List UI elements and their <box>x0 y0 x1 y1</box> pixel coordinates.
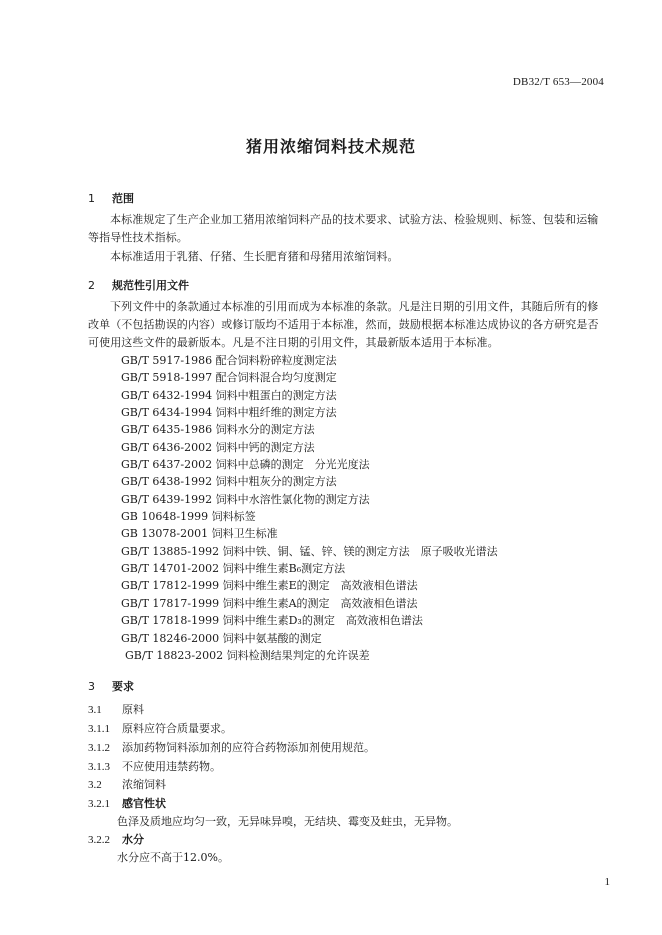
clause-title: 原料 <box>122 703 144 716</box>
clause-3-2-1 <box>88 795 166 811</box>
scope-paragraph-1: 本标准规定了生产企业加工猪用浓缩饲料产品的技术要求、试验方法、检验规则、标签、包装和运输等指导性技术指标。 <box>88 213 599 244</box>
reference-item: GB/T 6436-2002 饲料中钙的测定方法 <box>121 440 315 454</box>
reference-item: GB/T 18823-2002 饲料检测结果判定的允许误差 <box>125 648 370 662</box>
clause-3-2-2 <box>88 831 144 847</box>
clause-3-2-1-text: 色泽及质地应均匀一致，无异味异嗅，无结块、霉变及蛀虫，无异物。 <box>117 815 458 828</box>
section-number: 1 <box>88 192 95 205</box>
clause-number: 3.1.2 <box>88 742 110 754</box>
section-number: 2 <box>88 279 95 292</box>
reference-item: GB/T 17817-1999 饲料中维生素A的测定 高效液相色谱法 <box>121 596 418 610</box>
references-paragraph: 下列文件中的条款通过本标准的引用而成为本标准的条款。凡是注日期的引用文件，其随后所有的修改单（不包括勘误的内容）或修订版均不适用于本标准，然而，鼓励根据本标准达成协议的各方研究是否可使用这些文件的最新版本。凡是不注日期的引用文件，其最新版本适用于本标准。 <box>88 300 599 349</box>
clause-3-1-2 <box>88 739 375 755</box>
clause-text: 不应使用违禁药物。 <box>122 760 221 773</box>
reference-item: GB/T 13885-1992 饲料中铁、铜、锰、锌、镁的测定方法 原子吸收光谱法 <box>121 544 498 558</box>
clause-title: 感官性状 <box>122 797 166 810</box>
document-title: 猪用浓缩饲料技术规范 <box>245 137 416 156</box>
clause-3-1-1 <box>88 720 232 736</box>
section-title: 范围 <box>112 192 134 205</box>
clause-number: 3.2 <box>88 779 102 791</box>
clause-number: 3.1 <box>88 704 102 716</box>
scope-paragraph-2: 本标准适用于乳猪、仔猪、生长肥育猪和母猪用浓缩饲料。 <box>110 250 399 263</box>
reference-item: GB/T 6439-1992 饲料中水溶性氯化物的测定方法 <box>121 492 370 506</box>
section-title: 规范性引用文件 <box>112 279 189 292</box>
section-1-heading <box>88 190 134 206</box>
clause-number: 3.2.2 <box>88 834 110 846</box>
reference-item: GB/T 17818-1999 饲料中维生素D₃的测定 高效液相色谱法 <box>121 614 423 628</box>
reference-item: GB 10648-1999 饲料标签 <box>121 510 256 524</box>
reference-item: GB/T 6434-1994 饲料中粗纤维的测定方法 <box>121 406 337 420</box>
section-2-heading <box>88 277 189 293</box>
reference-item: GB/T 17812-1999 饲料中维生素E的测定 高效液相色谱法 <box>121 579 418 593</box>
reference-item: GB/T 5918-1997 配合饲料混合均匀度测定 <box>121 371 337 385</box>
reference-item: GB 13078-2001 饲料卫生标准 <box>121 527 278 541</box>
reference-item: GB/T 14701-2002 饲料中维生素B₆测定方法 <box>121 562 346 576</box>
reference-item: GB/T 6432-1994 饲料中粗蛋白的测定方法 <box>121 388 337 402</box>
clause-title: 浓缩饲料 <box>122 778 166 791</box>
clause-number: 3.1.3 <box>88 761 110 773</box>
section-number: 3 <box>88 680 95 693</box>
reference-item: GB/T 5917-1986 配合饲料粉碎粒度测定法 <box>121 354 337 367</box>
clause-title: 水分 <box>122 833 144 846</box>
clause-text: 添加药物饲料添加剂的应符合药物添加剂使用规范。 <box>122 741 375 754</box>
page-number: 1 <box>604 876 610 888</box>
section-3-heading <box>88 678 134 694</box>
clause-3-1-3 <box>88 758 221 774</box>
clause-3-2-2-text: 水分应不高于12.0%。 <box>117 851 229 864</box>
section-title: 要求 <box>112 680 134 693</box>
clause-3-2 <box>88 776 166 792</box>
clause-number: 3.2.1 <box>88 798 110 810</box>
document-id: DB32/T 653—2004 <box>512 76 604 88</box>
reference-item: GB/T 6438-1992 饲料中粗灰分的测定方法 <box>121 475 337 489</box>
reference-item: GB/T 6435-1986 饲料水分的测定方法 <box>121 423 315 437</box>
reference-item: GB/T 18246-2000 饲料中氨基酸的测定 <box>121 631 322 645</box>
reference-item: GB/T 6437-2002 饲料中总磷的测定 分光光度法 <box>121 458 370 472</box>
clause-text: 原料应符合质量要求。 <box>122 722 232 735</box>
normative-references-list <box>121 352 498 664</box>
clause-number: 3.1.1 <box>88 723 110 735</box>
clause-3-1 <box>88 701 144 717</box>
